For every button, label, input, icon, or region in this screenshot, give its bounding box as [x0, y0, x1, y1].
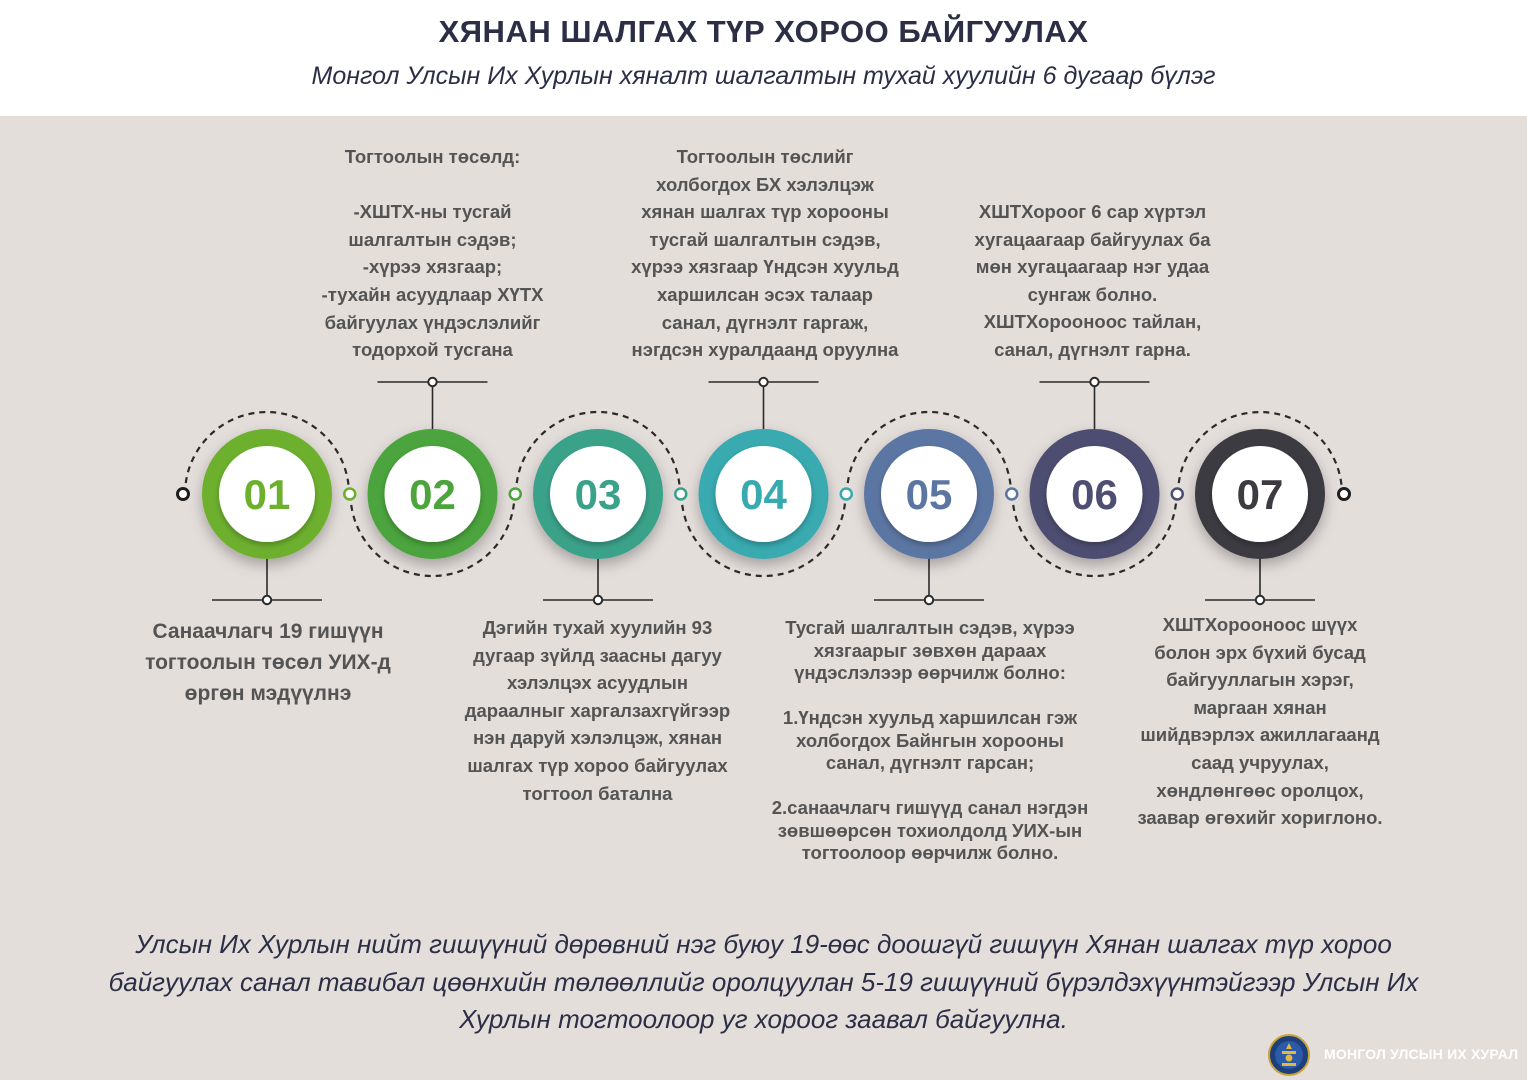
leader-dot-07 [1256, 596, 1264, 604]
joint-dot [1172, 489, 1183, 500]
leader-dot-04 [759, 378, 767, 386]
brand-name: МОНГОЛ УЛСЫН ИХ ХУРАЛ [1324, 1046, 1519, 1062]
step-circle-02 [368, 429, 498, 559]
leader-dot-06 [1090, 378, 1098, 386]
step-06-description: ХШТХороог 6 сар хүртэл хугацаагаар байгуулах ба мөн хугацаагаар нэг удаа сунгаж болно. ХШТХорооноос тайлан, санал, дүгнэлт гарна. [974, 201, 1211, 360]
step-number: 03 [574, 471, 622, 518]
joint-dot [841, 489, 852, 500]
joint-dot [344, 489, 355, 500]
leader-dot-02 [428, 378, 436, 386]
step-number: 07 [1236, 471, 1284, 518]
joint-dot [1006, 489, 1017, 500]
step-number: 02 [409, 471, 456, 518]
joint-dot [675, 489, 686, 500]
step-circle-05 [864, 429, 994, 559]
step-05-description: Тусгай шалгалтын сэдэв, хүрээ хязгаарыг зөвхөн дараах үндэслэлээр өөрчилж болно: 1.Үндсэн хуульд харшилсан гэж холбогдох Байнгын хорооны санал, дүгнэлт гарсан; 2.санаачлагч гишүүд санал нэгдэн зөвшөөрсөн тохиолдолд УИХ-ын тогтоолоор өөрчилж болно. [771, 617, 1089, 863]
leader-dot-01 [263, 596, 271, 604]
step-01-description: Санаачлагч 19 гишүүн тогтоолын төсөл УИХ-д өргөн мэдүүлнэ [145, 620, 391, 705]
step-circle-06 [1030, 429, 1160, 559]
footer-note: Улсын Их Хурлын нийт гишүүний дөрөвний нэг буюу 19-өөс доошгүй гишүүн Хянан шалгах түр хороо байгуулах санал тавибал цөөнхийн төлөөллийг оролцуулан 5-19 гишүүний бүрэлдэхүүнтэйгээр Улсын Их Хурлын тогтоолоор уг хороог заавал байгуулна. [108, 929, 1419, 1034]
leader-dot-05 [925, 596, 933, 604]
step-number: 04 [740, 471, 787, 518]
brand-logo [1268, 1032, 1527, 1080]
step-number: 01 [243, 471, 291, 518]
step-circles [202, 429, 1325, 559]
step-circle-03 [533, 429, 663, 559]
page-subtitle: Монгол Улсын Их Хурлын хяналт шалгалтын тухай хуулийн 6 дугаар бүлэг [311, 62, 1216, 90]
step-04-description: Тогтоолын төслийг холбогдох БХ хэлэлцэж хянан шалгах түр хорооны тусгай шалгалтын сэдэв, хүрээ хязгаар Үндсэн хуульд харшилсан эсэх талаар санал, дүгнэлт гаргаж, нэгдсэн хуралдаанд оруулна [631, 146, 899, 361]
step-circle-01 [202, 429, 332, 559]
step-07-description: ХШТХорооноос шүүх болон эрх бүхий бусад байгууллагын хэрэг, маргаан хянан шийдвэрлэх ажиллагаанд саад учруулах, хөндлөнгөөс оролцох, заавар өгөхийг хориглоно. [1137, 614, 1383, 829]
step-circle-07 [1195, 429, 1325, 559]
step-number: 05 [905, 471, 953, 518]
step-02-description: Тогтоолын төсөлд: -ХШТХ-ны тусгай шалгалтын сэдэв; -хүрээ хязгаар; -тухайн асуудлаар ХҮТХ байгуулах үндэслэлийг тодорхой тусгана [321, 146, 544, 361]
page-title: ХЯНАН ШАЛГАХ ТҮР ХОРОО БАЙГУУЛАХ [438, 14, 1089, 49]
step-circle-04 [699, 429, 829, 559]
leader-dot-03 [594, 596, 602, 604]
soyombo-emblem-icon [1268, 1034, 1310, 1076]
start-dot [178, 489, 189, 500]
end-dot [1339, 489, 1350, 500]
step-number: 06 [1071, 471, 1118, 518]
step-03-description: Дэгийн тухай хуулийн 93 дугаар зүйлд заасны дагуу хэлэлцэх асуудлын дараалныг харгалзахгүйгээр нэн даруй хэлэлцэж, хянан шалгах түр хороо байгуулах тогтоол батална [464, 617, 731, 804]
joint-dot [510, 489, 521, 500]
